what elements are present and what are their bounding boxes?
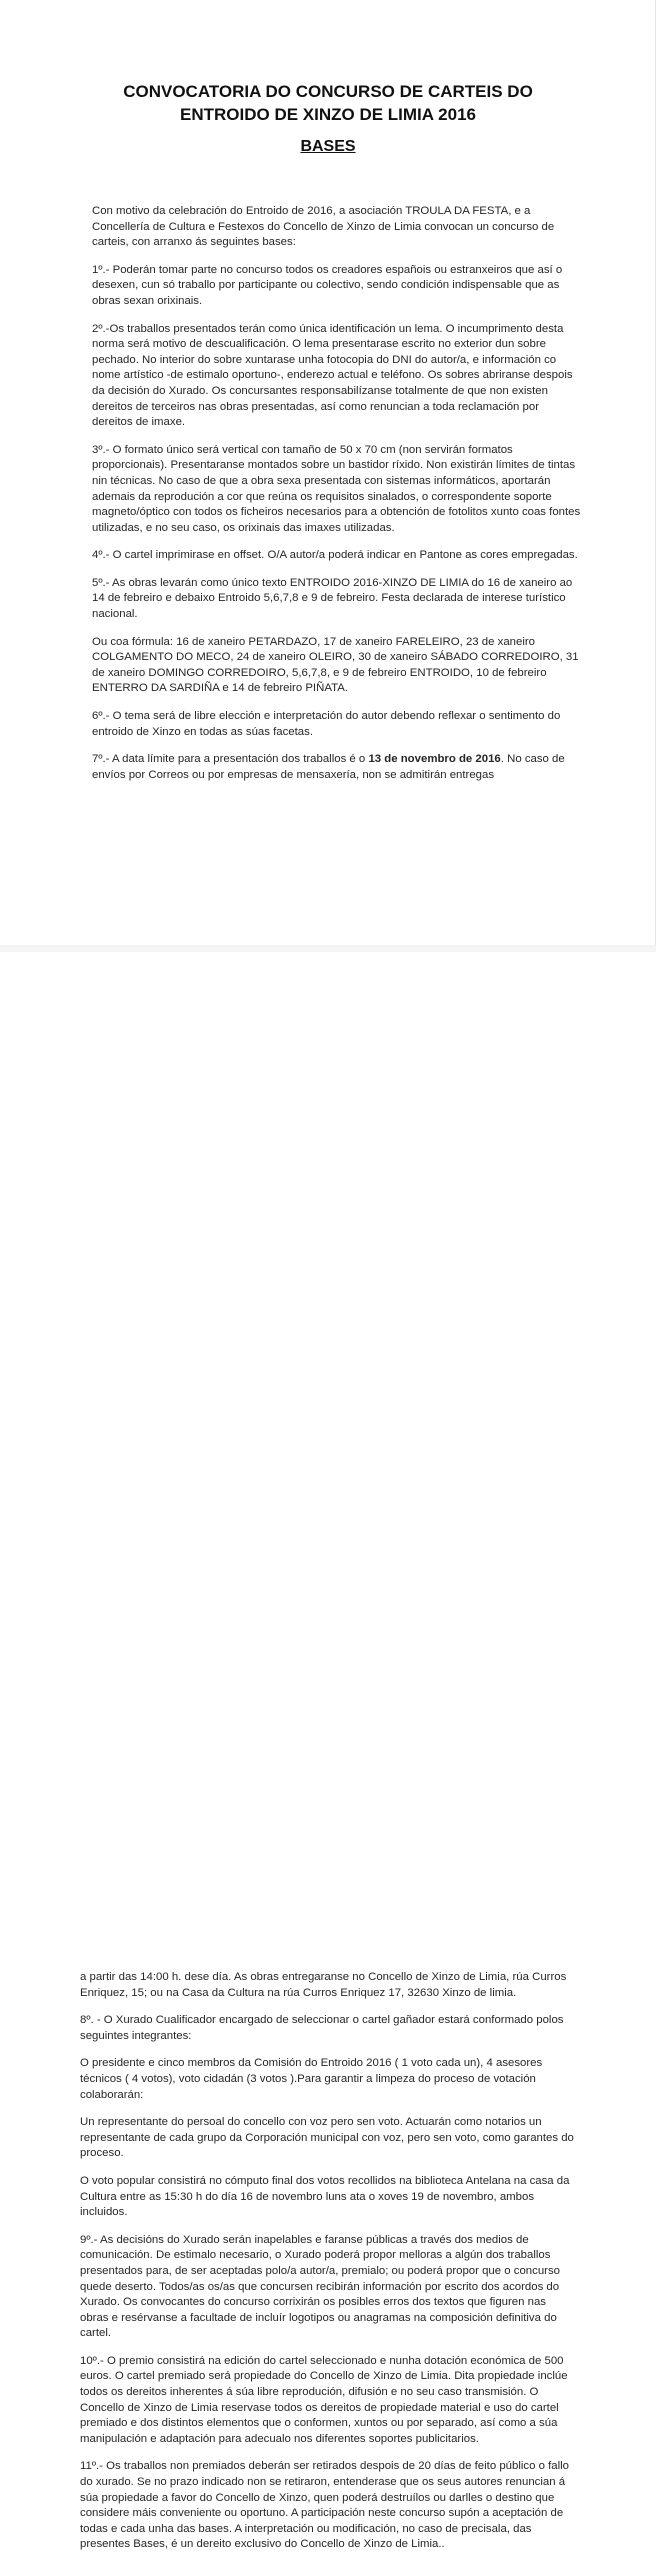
page-1-body: [92, 204, 582, 795]
paragraph-base-1: 1º.- Poderán tomar parte no concurso todos os creadores españois ou estranxeiros que así o desexen, cun só traballo por participante ou colectivo, sendo condición indispensable que as obras sexan orixinais.: [92, 263, 563, 307]
bases-heading: BASES: [300, 138, 356, 155]
paragraph-base-3: 3º.- O formato único será vertical con tamaño de 50 x 70 cm (non servirán formatos proporcionais). Presentaranse montados sobre un bastidor ríxido. Non existirán límites de tintas nin técnicas. No caso de que a obra sexa presentada con sistemas informáticos, aportarán ademais da reprodución a cor que reúna os requisitos sinalados, o correspondente soporte magneto/óptico con todos os ficheiros necesarios para a obtención de fotolitos xunto coas fontes utilizadas, e no seu caso, os orixinais das imaxes utilizadas.: [92, 443, 581, 534]
paragraph-base-8: 8º. - O Xurado Cualificador encargado de seleccionar o cartel gañador estará conformado polos seguintes integrantes:: [80, 2014, 564, 2042]
paragraph-base-4: 4º.- O cartel imprimirase en offset. O/A autor/a poderá indicar en Pantone as cores empregadas.: [92, 549, 578, 562]
paragraph-base-5-formula: Ou coa fórmula: 16 de xaneiro PETARDAZO, 17 de xaneiro FARELEIRO, 23 de xaneiro COLGAMENTO DO MECO, 24 de xaneiro OLEIRO, 30 de xaneiro SÁBADO CORREDOIRO, 31 de xaneiro DOMINGO CORREDOIRO, 5,6,7,8, e 9 de febreiro ENTROIDO, 10 de febreiro ENTERRO DA SARDIÑA e 14 de febreiro PIÑATA.: [92, 635, 579, 695]
document-title: [0, 80, 656, 126]
paragraph-base-7-continued: a partir das 14:00 h. dese día. As obras entregaranse no Concello de Xinzo de Limia, rúa Curros Enriquez, 15; ou na Casa da Cultura na rúa Curros Enriquez 17, 32630 Xinzo de limia.: [80, 1971, 567, 1999]
paragraph-base-11: 11º.- Os traballos non premiados deberán ser retirados despois de 20 días de feito público o fallo do xurado. Se no prazo indicado non se retiraron, entenderase que os seus autores renuncian á súa propiedade a favor do Concello de Xinzo, quen poderá destruílos ou darlles o destino que considere máis conveniente ou oportuno. A participación neste concurso supón a aceptación de todas e cada unha das bases. A interpretación ou modificación, no caso de precisala, das presentes Bases, é un dereito exclusivo do Concello de Xinzo de Limia..: [80, 2460, 569, 2551]
deadline-date: 13 de novembro de 2016: [368, 753, 501, 766]
paragraph-jury-members: O presidente e cinco membros da Comisión do Entroido 2016 ( 1 voto cada un), 4 asesores técnicos ( 4 votos), voto cidadán (3 votos ).Para garantir a limpeza do proceso de votación colaborarán:: [80, 2057, 543, 2101]
base-7-text-end: . No caso de envíos por Correos ou por empresas de mensaxería, non se admitirán entregas: [92, 753, 565, 781]
paragraph-base-2: 2º.-Os traballos presentados terán como única identificación un lema. O incumprimento desta norma será motivo de descualificación. O lema presentarase escrito no exterior dun sobre pechado. No interior do sobre xuntarase unha fotocopia do DNI do autor/a, e información co nome artístico -de estimalo oportuno-, enderezo actual e teléfono. Os sobres abriranse despois da decisión do Xurado. Os concursantes responsabilízanse totalmente de que non existen dereitos de terceiros nas obras presentadas, así como renuncian a toda reclamación por dereitos de imaxe.: [92, 322, 573, 429]
paragraph-base-7: [92, 752, 582, 783]
paragraph-intro: Con motivo da celebración do Entroido de 2016, a asociación TROULA DA FESTA, e a Concellería de Cultura e Festexos do Concello de Xinzo de Limia convocan un concurso de carteis, con arranxo ás seguintes bases:: [92, 205, 555, 249]
paragraph-base-6: 6º.- O tema será de libre elección e interpretación do autor debendo reflexar o sentimento do entroido de Xinzo en todas as súas facetas.: [92, 710, 561, 738]
paragraph-jury-notaries: Un representante do persoal do concello con voz pero sen voto. Actuarán como notarios un representante de cada grupo da Corporación municipal con voz, pero sen voto, como garantes do proceso.: [80, 2116, 574, 2160]
document-page-2: [0, 952, 656, 2551]
title-line-2: ENTROIDO DE XINZO DE LIMIA 2016: [180, 105, 476, 124]
paragraph-popular-vote: O voto popular consistirá no cómputo final dos votos recollidos na biblioteca Antelana na casa da Cultura entre as 15:30 h do día 16 de novembro luns ata o xoves 19 de novembro, ambos incluidos.: [80, 2174, 570, 2219]
paragraph-base-10: 10º.- O premio consistirá na edición do cartel seleccionado e nunha dotación económica de 500 euros. O cartel premiado será propiedade do Concello de Xinzo de Limia. Dita propiedade inclúe todos os dereitos inherentes á súa libre reprodución, difusión e no seu caso transmisión. O Concello de Xinzo de Limia reservase todos os dereitos de propiedade material e uso do cartel premiado e dos distintos elementos que o conformen, xuntos ou por separado, así como a súa manipulación e adaptación para adecualo nos diferentes soportes publicitarios.: [80, 2354, 568, 2445]
title-line-1: CONVOCATORIA DO CONCURSO DE CARTEIS DO: [123, 82, 533, 101]
paragraph-base-5: 5º.- As obras levarán como único texto ENTROIDO 2016-XINZO DE LIMIA do 16 de xaneiro ao 14 de febreiro e debaixo Entroido 5,6,7,8 e 9 de febreiro. Festa declarada de interese turístico nacional.: [92, 576, 573, 621]
document-page-1: [0, 0, 656, 948]
page-2-body: [80, 1970, 575, 2565]
paragraph-base-9: 9º.- As decisións do Xurado serán inapelables e faranse públicas a través dos medios de comunicación. De estimalo necesario, o Xurado poderá propor melloras a algún dos traballos presentados para, de ser aceptadas polo/a autor/a, premialo; ou poderá propor que o concurso quede deserto. Todos/as os/as que concursen recibirán información por escrito dos acordos do Xurado. Os convocantes do concurso corrixirán os posibles erros dos textos que figuren nas obras e resérvanse a facultade de incluír logotipos ou anagramas na composición definitiva do cartel.: [80, 2233, 560, 2340]
base-7-text-start: 7º.- A data límite para a presentación dos traballos é o: [92, 753, 369, 766]
